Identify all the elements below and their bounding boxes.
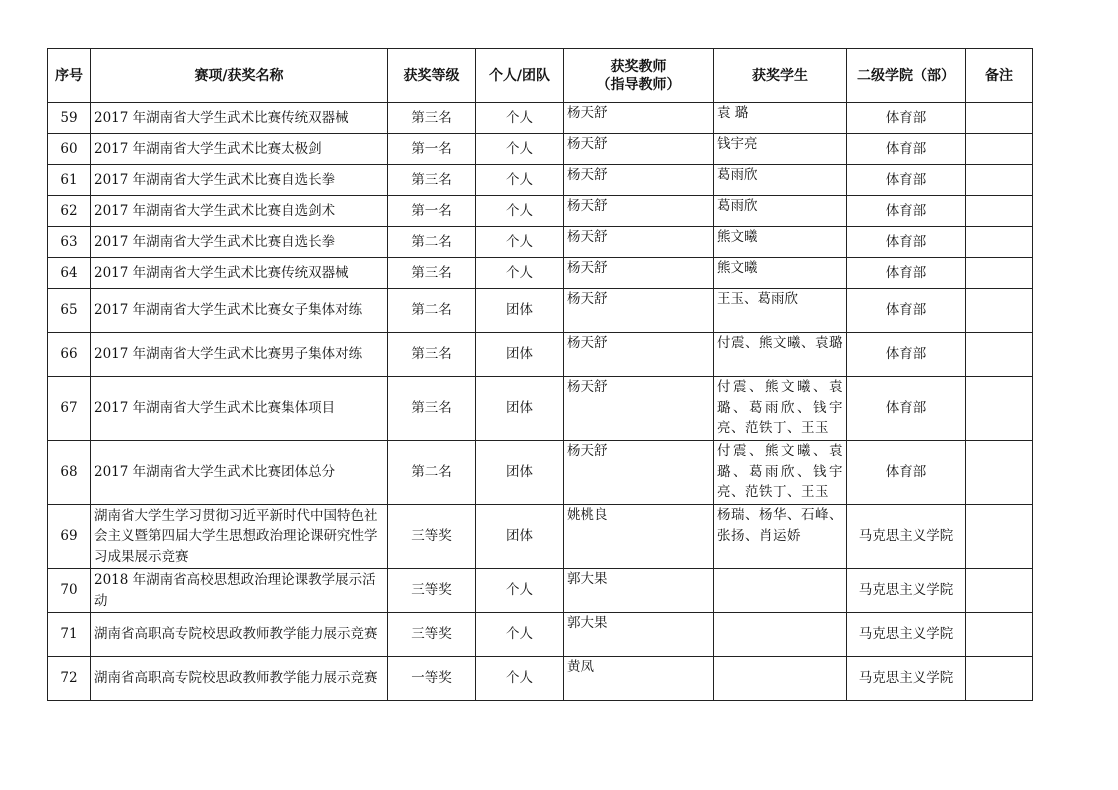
row-teacher: 黄凤	[564, 657, 714, 701]
row-no: 60	[48, 134, 91, 165]
row-teacher: 杨天舒	[564, 377, 714, 441]
row-event: 2017 年湖南省大学生武术比赛传统双器械	[91, 258, 388, 289]
row-college: 体育部	[847, 134, 966, 165]
row-no: 64	[48, 258, 91, 289]
row-student: 葛雨欣	[714, 196, 847, 227]
row-student	[714, 657, 847, 701]
row-college: 马克思主义学院	[847, 505, 966, 569]
header-student: 获奖学生	[714, 49, 847, 103]
row-note	[966, 333, 1033, 377]
row-event: 2017 年湖南省大学生武术比赛团体总分	[91, 441, 388, 505]
row-type: 团体	[476, 289, 564, 333]
row-type: 团体	[476, 377, 564, 441]
table-row	[48, 134, 1033, 165]
header-no: 序号	[48, 49, 91, 103]
row-note	[966, 103, 1033, 134]
row-student: 王玉、葛雨欣	[714, 289, 847, 333]
table-row	[48, 377, 1033, 441]
row-no: 62	[48, 196, 91, 227]
row-event: 湖南省大学生学习贯彻习近平新时代中国特色社会主义暨第四届大学生思想政治理论课研究性学习成果展示竞赛	[91, 505, 388, 569]
row-note	[966, 569, 1033, 613]
row-teacher: 杨天舒	[564, 103, 714, 134]
row-level: 第三名	[388, 377, 476, 441]
row-level: 第二名	[388, 441, 476, 505]
row-event: 2017 年湖南省大学生武术比赛自选长拳	[91, 227, 388, 258]
row-type: 个人	[476, 134, 564, 165]
row-college: 体育部	[847, 196, 966, 227]
row-level: 第一名	[388, 134, 476, 165]
row-level: 三等奖	[388, 569, 476, 613]
row-no: 72	[48, 657, 91, 701]
row-event: 2017 年湖南省大学生武术比赛太极剑	[91, 134, 388, 165]
row-level: 第三名	[388, 165, 476, 196]
row-no: 61	[48, 165, 91, 196]
row-type: 团体	[476, 333, 564, 377]
row-no: 71	[48, 613, 91, 657]
row-college: 体育部	[847, 227, 966, 258]
row-type: 个人	[476, 196, 564, 227]
table-row	[48, 333, 1033, 377]
row-student	[714, 569, 847, 613]
header-type: 个人/团队	[476, 49, 564, 103]
row-student: 葛雨欣	[714, 165, 847, 196]
row-college: 体育部	[847, 103, 966, 134]
row-no: 69	[48, 505, 91, 569]
row-teacher: 郭大果	[564, 613, 714, 657]
row-note	[966, 505, 1033, 569]
row-teacher: 杨天舒	[564, 289, 714, 333]
row-type: 个人	[476, 258, 564, 289]
table-row	[48, 505, 1033, 569]
row-note	[966, 613, 1033, 657]
row-teacher: 杨天舒	[564, 441, 714, 505]
row-level: 一等奖	[388, 657, 476, 701]
row-teacher: 郭大果	[564, 569, 714, 613]
row-level: 第二名	[388, 289, 476, 333]
row-student: 熊文曦	[714, 258, 847, 289]
header-note: 备注	[966, 49, 1033, 103]
row-event: 2018 年湖南省高校思想政治理论课教学展示活动	[91, 569, 388, 613]
row-no: 66	[48, 333, 91, 377]
row-college: 体育部	[847, 165, 966, 196]
row-teacher: 杨天舒	[564, 258, 714, 289]
row-student: 袁 璐	[714, 103, 847, 134]
table-row	[48, 657, 1033, 701]
row-event: 2017 年湖南省大学生武术比赛自选长拳	[91, 165, 388, 196]
table-row	[48, 227, 1033, 258]
table-row	[48, 569, 1033, 613]
row-event: 湖南省高职高专院校思政教师教学能力展示竞赛	[91, 657, 388, 701]
table-row	[48, 196, 1033, 227]
table-row	[48, 258, 1033, 289]
row-college: 马克思主义学院	[847, 657, 966, 701]
row-teacher: 杨天舒	[564, 165, 714, 196]
row-student: 付震、熊文曦、袁璐、葛雨欣、钱宇亮、范铁丁、王玉	[714, 441, 847, 505]
row-college: 体育部	[847, 289, 966, 333]
row-no: 63	[48, 227, 91, 258]
row-note	[966, 196, 1033, 227]
row-level: 第三名	[388, 103, 476, 134]
header-row	[48, 49, 1033, 103]
row-teacher: 杨天舒	[564, 134, 714, 165]
table-row	[48, 441, 1033, 505]
row-college: 体育部	[847, 258, 966, 289]
row-teacher: 杨天舒	[564, 333, 714, 377]
row-note	[966, 227, 1033, 258]
row-teacher: 姚桃良	[564, 505, 714, 569]
row-no: 70	[48, 569, 91, 613]
row-student: 钱宇亮	[714, 134, 847, 165]
row-college: 马克思主义学院	[847, 569, 966, 613]
table-row	[48, 613, 1033, 657]
header-teacher-line2: （指导教师）	[596, 76, 681, 93]
row-level: 第一名	[388, 196, 476, 227]
row-teacher: 杨天舒	[564, 227, 714, 258]
row-note	[966, 441, 1033, 505]
row-level: 三等奖	[388, 505, 476, 569]
row-no: 67	[48, 377, 91, 441]
row-college: 马克思主义学院	[847, 613, 966, 657]
row-no: 68	[48, 441, 91, 505]
row-note	[966, 657, 1033, 701]
header-college: 二级学院（部）	[847, 49, 966, 103]
row-student: 付震、熊文曦、袁璐、葛雨欣、钱宇亮、范铁丁、王玉	[714, 377, 847, 441]
row-teacher: 杨天舒	[564, 196, 714, 227]
row-event: 2017 年湖南省大学生武术比赛传统双器械	[91, 103, 388, 134]
header-level: 获奖等级	[388, 49, 476, 103]
row-type: 个人	[476, 165, 564, 196]
row-type: 个人	[476, 103, 564, 134]
row-student	[714, 613, 847, 657]
row-note	[966, 289, 1033, 333]
row-type: 个人	[476, 613, 564, 657]
row-student: 付震、熊文曦、袁璐	[714, 333, 847, 377]
row-student: 熊文曦	[714, 227, 847, 258]
table-row	[48, 165, 1033, 196]
row-type: 团体	[476, 505, 564, 569]
row-college: 体育部	[847, 377, 966, 441]
row-note	[966, 134, 1033, 165]
row-event: 2017 年湖南省大学生武术比赛集体项目	[91, 377, 388, 441]
row-no: 65	[48, 289, 91, 333]
row-type: 个人	[476, 657, 564, 701]
row-level: 三等奖	[388, 613, 476, 657]
row-level: 第二名	[388, 227, 476, 258]
row-college: 体育部	[847, 333, 966, 377]
row-level: 第三名	[388, 333, 476, 377]
table-row	[48, 103, 1033, 134]
header-teacher-line1: 获奖教师	[610, 58, 667, 75]
header-event: 赛项/获奖名称	[91, 49, 388, 103]
row-event: 2017 年湖南省大学生武术比赛自选剑术	[91, 196, 388, 227]
row-type: 团体	[476, 441, 564, 505]
table-row	[48, 289, 1033, 333]
row-college: 体育部	[847, 441, 966, 505]
awards-table	[47, 48, 1033, 701]
row-type: 个人	[476, 227, 564, 258]
row-no: 59	[48, 103, 91, 134]
header-teacher	[564, 49, 714, 103]
row-note	[966, 258, 1033, 289]
row-level: 第三名	[388, 258, 476, 289]
row-note	[966, 377, 1033, 441]
row-type: 个人	[476, 569, 564, 613]
row-event: 湖南省高职高专院校思政教师教学能力展示竞赛	[91, 613, 388, 657]
row-student: 杨瑞、杨华、石峰、张扬、肖运娇	[714, 505, 847, 569]
row-event: 2017 年湖南省大学生武术比赛女子集体对练	[91, 289, 388, 333]
row-event: 2017 年湖南省大学生武术比赛男子集体对练	[91, 333, 388, 377]
row-note	[966, 165, 1033, 196]
